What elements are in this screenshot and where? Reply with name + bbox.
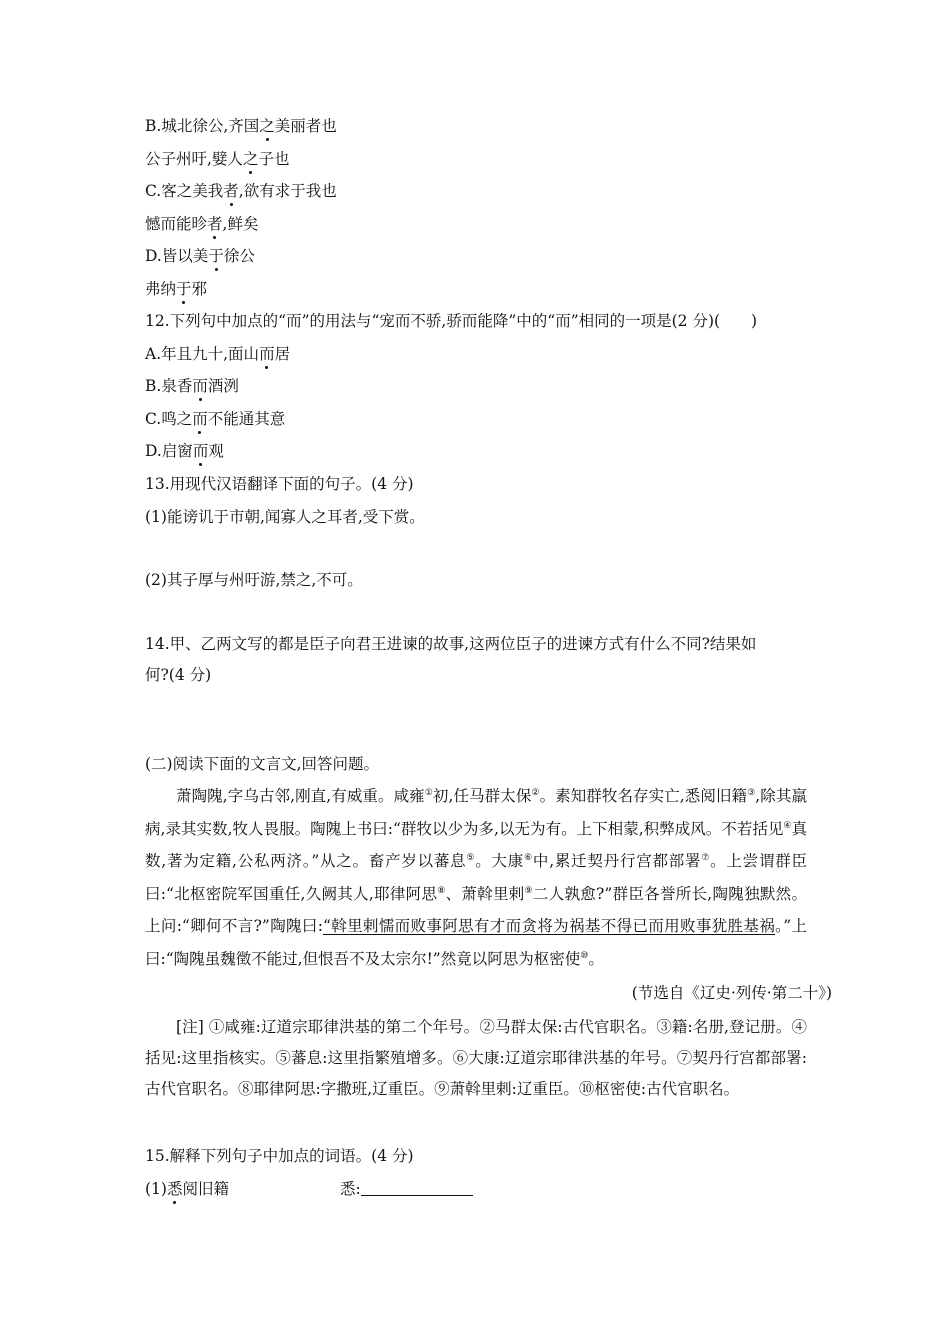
q14-stem-line2: 何?(4 分): [145, 666, 212, 684]
section2-heading: (二)阅读下面的文言文,回答问题。: [145, 755, 380, 773]
footnote-mark: ③: [747, 788, 756, 798]
q15-stem: 15.解释下列句子中加点的词语。(4 分): [145, 1147, 414, 1165]
emphasis-dot-char: 于: [176, 280, 192, 298]
footnotes: [注] ①咸雍:辽道宗耶律洪基的第二个年号。②马群太保:古代官职名。③籍:名册,登记册。④括见:这里指核实。⑤蕃息:这里指繁殖增多。⑥大康:辽道宗耶律洪基的年号。⑦契丹行宫都部署:古代官职名。⑧耶律阿思:字撒班,辽重臣。⑨萧斡里剌:辽重臣。⑩枢密使:古代官职名。: [145, 1018, 807, 1098]
underlined-sentence: “斡里剌懦而败事阿思有才而贪将为祸基不得已而用败事犹胜基祸: [322, 917, 776, 935]
emphasis-dot-char: 而: [192, 442, 209, 460]
footnote-mark: ⑩: [580, 950, 589, 961]
q11-option-d-line1: D.皆以美于徐公: [145, 247, 255, 265]
emphasis-dot-char: 而: [192, 410, 208, 428]
q11-option-c-line2: 憾而能昣者,鲜矣: [145, 215, 259, 233]
answer-blank[interactable]: [361, 1179, 473, 1196]
footnote-mark: ⑦: [701, 853, 711, 863]
emphasis-dot-char: 之: [242, 150, 259, 168]
q13-sentence-1: (1)能谤讥于市朝,闻寡人之耳者,受下赏。: [145, 508, 425, 526]
q12-stem: 12.下列句中加点的“而”的用法与“宠而不骄,骄而能降”中的“而”相同的一项是(2 分)( ): [145, 312, 758, 330]
q12-option-b: B.泉香而酒洌: [145, 377, 239, 395]
q14-stem-line1: 14.甲、乙两文写的都是臣子向君王进谏的故事,这两位臣子的进谏方式有什么不同?结果如: [145, 635, 757, 653]
emphasis-dot-char: 者: [207, 215, 223, 233]
q13-sentence-2: (2)其子厚与州吁游,禁之,不可。: [145, 571, 363, 589]
emphasis-dot-char: 之: [259, 117, 275, 135]
emphasis-dot-char: 于: [208, 247, 224, 265]
footnote-mark: ②: [531, 788, 540, 798]
emphasis-dot-char: 而: [259, 345, 275, 363]
footnote-mark: ⑧: [437, 885, 446, 896]
footnote-mark: ⑤: [466, 853, 476, 863]
q15-item-1: (1)悉阅旧籍: [145, 1180, 229, 1198]
footnote-mark: ⑨: [524, 885, 533, 896]
emphasis-dot-char: 悉: [166, 1180, 183, 1198]
classical-passage: 萧陶隗,字乌古邻,刚直,有威重。咸雍①初,任马群太保②。素知群牧名存实亡,悉阅旧籍③,除其羸病,录其实数,牧人畏服。陶隗上书曰:“群牧以少为多,以无为有。上下相蒙,积弊成风。不若括见④真数,著为定籍,公私两济。”从之。畜产岁以蕃息⑤。大康⑥中,累迁契丹行宫都部署⑦。上尝谓群臣曰:“北枢密院军国重任,久阙其人,耶律阿思⑧、萧斡里剌⑨二人孰愈?”群臣各誉所长,陶隗独默然。上问:“卿何不言?”陶隗曰:“斡里剌懦而败事阿思有才而贪将为祸基不得已而用败事犹胜基祸。”上曰:“陶隗虽魏徵不能过,但恨吾不及太宗尔!”然竟以阿思为枢密使⑩。: [145, 787, 807, 968]
q11-option-c-line1: C.客之美我者,欲有求于我也: [145, 182, 337, 200]
footnote-mark: ④: [783, 820, 792, 831]
footnote-mark: ①: [424, 788, 433, 798]
q12-option-c: C.鸣之而不能通其意: [145, 410, 286, 428]
q15-answer-1: [340, 1179, 473, 1199]
emphasis-dot-char: 而: [192, 377, 208, 395]
q11-option-b-line2: 公子州吁,嬖人之子也: [145, 150, 290, 168]
emphasis-dot-char: 者: [223, 182, 239, 200]
q12-option-d: D.启窗而观: [145, 442, 224, 460]
q11-option-d-line2: 弗纳于邪: [145, 280, 208, 298]
q12-option-a: A.年且九十,面山而居: [145, 345, 291, 363]
q13-stem: 13.用现代汉语翻译下面的句子。(4 分): [145, 475, 414, 493]
answer-label: 悉:: [340, 1180, 361, 1198]
passage-source: (节选自《辽史·列传·第二十》): [631, 984, 832, 1002]
q11-option-b-line1: B.城北徐公,齐国之美丽者也: [145, 117, 337, 135]
footnote-mark: ⑥: [524, 853, 533, 863]
